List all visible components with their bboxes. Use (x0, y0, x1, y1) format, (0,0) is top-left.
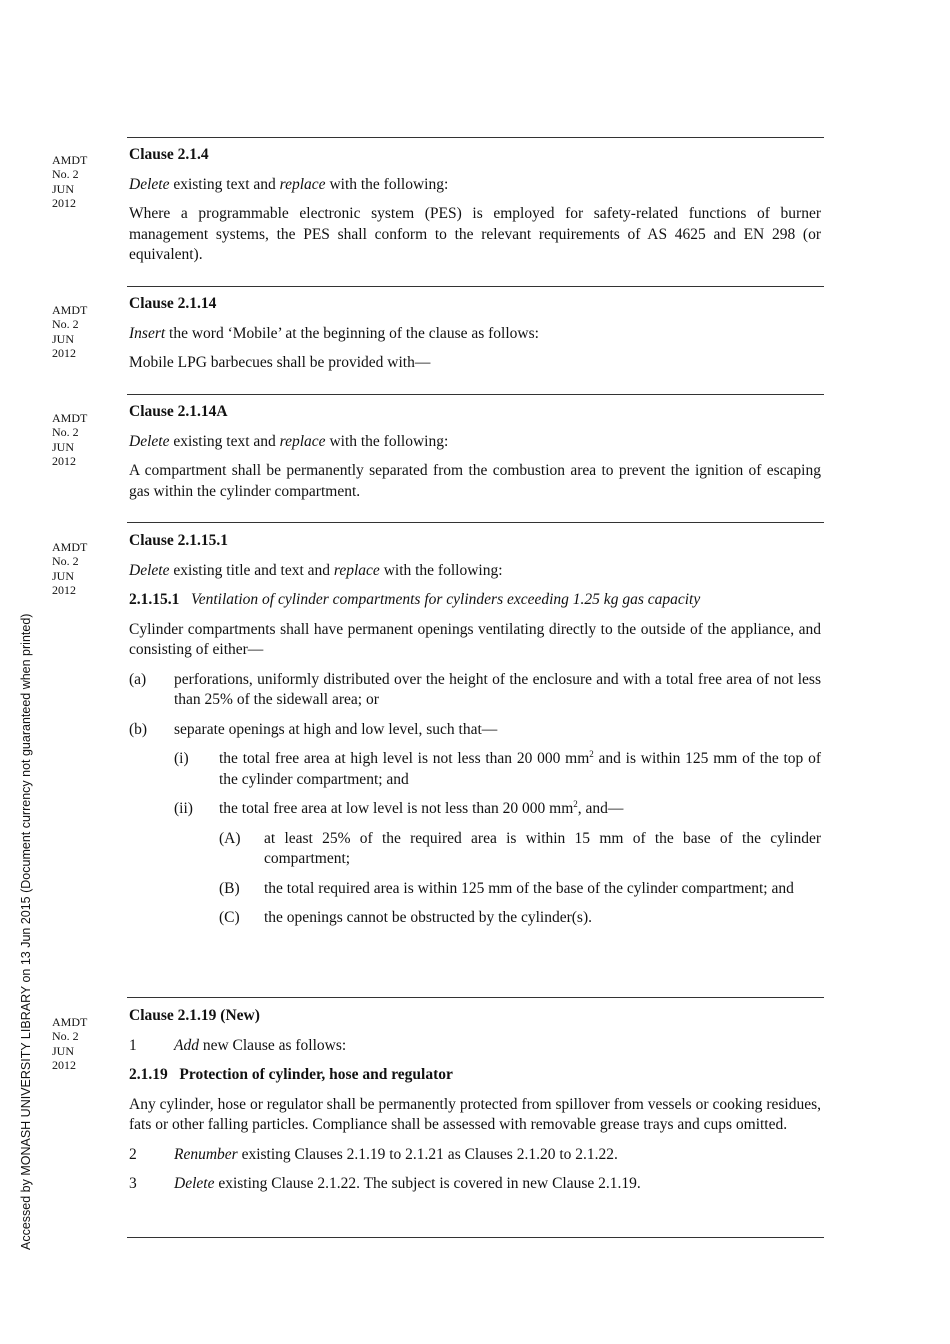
amendment-instruction: Delete existing text and replace with the following: (129, 175, 449, 193)
access-notice: Accessed by MONASH UNIVERSITY LIBRARY on 13 Jun 2015 (Document currency not guaranteed when printed) (19, 613, 33, 1250)
amendment-note-3: AMDT No. 2 JUN 2012 (52, 411, 88, 469)
divider-4 (127, 997, 824, 998)
subclause-intro: Cylinder compartments shall have permanent openings ventilating directly to the outside of the appliance, and consisting of either— (129, 620, 821, 658)
divider-3 (127, 522, 824, 523)
list-item-a: (a) perforations, uniformly distributed over the height of the enclosure and with a total free area of not less than 25% of the sidewall area; or (129, 670, 821, 708)
clause-heading: Clause 2.1.4 (129, 146, 209, 163)
divider-2 (127, 394, 824, 395)
numbered-item-2: 2 Renumber existing Clauses 2.1.19 to 2.1.21 as Clauses 2.1.20 to 2.1.22. (129, 1145, 618, 1163)
clause-2-1-14a-section (129, 402, 821, 502)
clause-heading: Clause 2.1.19 (New) (129, 1007, 260, 1024)
clause-heading: Clause 2.1.14 (129, 295, 217, 312)
clause-heading: Clause 2.1.15.1 (129, 532, 229, 549)
list-item-ii: (ii) the total free area at low level is not less than 20 000 $mm^2$, and— (174, 799, 624, 817)
new-clause-heading: 2.1.19 Protection of cylinder, hose and regulator (129, 1066, 453, 1083)
amendment-instruction: Delete existing text and replace with the following: (129, 432, 449, 450)
clause-2-1-4-section (129, 145, 821, 266)
amendment-note-5: AMDT No. 2 JUN 2012 (52, 1015, 88, 1073)
divider-1 (127, 286, 824, 287)
clause-heading: Clause 2.1.14A (129, 403, 228, 420)
subclause-title: 2.1.15.1 Ventilation of cylinder compartments for cylinders exceeding 1.25 kg gas capacity (129, 591, 701, 608)
list-item-B: (B) the total required area is within 125 mm of the base of the cylinder compartment; and (219, 879, 794, 897)
list-item-A: (A) at least 25% of the required area is within 15 mm of the base of the cylinder compartment; (219, 829, 821, 867)
clause-body: Mobile LPG barbecues shall be provided with— (129, 354, 431, 371)
clause-2-1-15-1-section (129, 531, 821, 938)
clause-2-1-19-section (129, 1006, 821, 1204)
numbered-item-1: 1 Add new Clause as follows: (129, 1036, 347, 1054)
amendment-instruction: Delete existing title and text and replace with the following: (129, 561, 503, 579)
amendment-note-1: AMDT No. 2 JUN 2012 (52, 153, 88, 211)
list-item-i: (i) the total free area at high level is not less than 20 000 $mm^2$ and is within 125 mm of the top of the cylinder compartment; and (174, 749, 821, 788)
amendment-instruction: Insert the word ‘Mobile’ at the beginning of the clause as follows: (129, 324, 539, 342)
divider-top (127, 137, 824, 138)
amendment-note-2: AMDT No. 2 JUN 2012 (52, 303, 88, 361)
list-item-C: (C) the openings cannot be obstructed by the cylinder(s). (219, 909, 592, 926)
amendment-note-4: AMDT No. 2 JUN 2012 (52, 540, 88, 598)
list-item-b: (b) separate openings at high and low level, such that— (129, 720, 498, 738)
clause-body: Where a programmable electronic system (PES) is employed for safety-related functions of burner management systems, the PES shall conform to the relevant requirements of AS 4625 and EN 298 (or equivalent). (129, 205, 821, 263)
divider-bottom (127, 1237, 824, 1238)
numbered-item-3: 3 Delete existing Clause 2.1.22. The subject is covered in new Clause 2.1.19. (129, 1175, 641, 1192)
new-clause-body: Any cylinder, hose or regulator shall be permanently protected from spillover from vessels or cooking residues, fats or other falling particles. Compliance shall be assessed with removable grease trays and cups omitted. (129, 1095, 821, 1133)
clause-body: A compartment shall be permanently separated from the combustion area to prevent the ignition of escaping gas within the cylinder compartment. (129, 462, 821, 500)
clause-2-1-14-section (129, 294, 821, 374)
